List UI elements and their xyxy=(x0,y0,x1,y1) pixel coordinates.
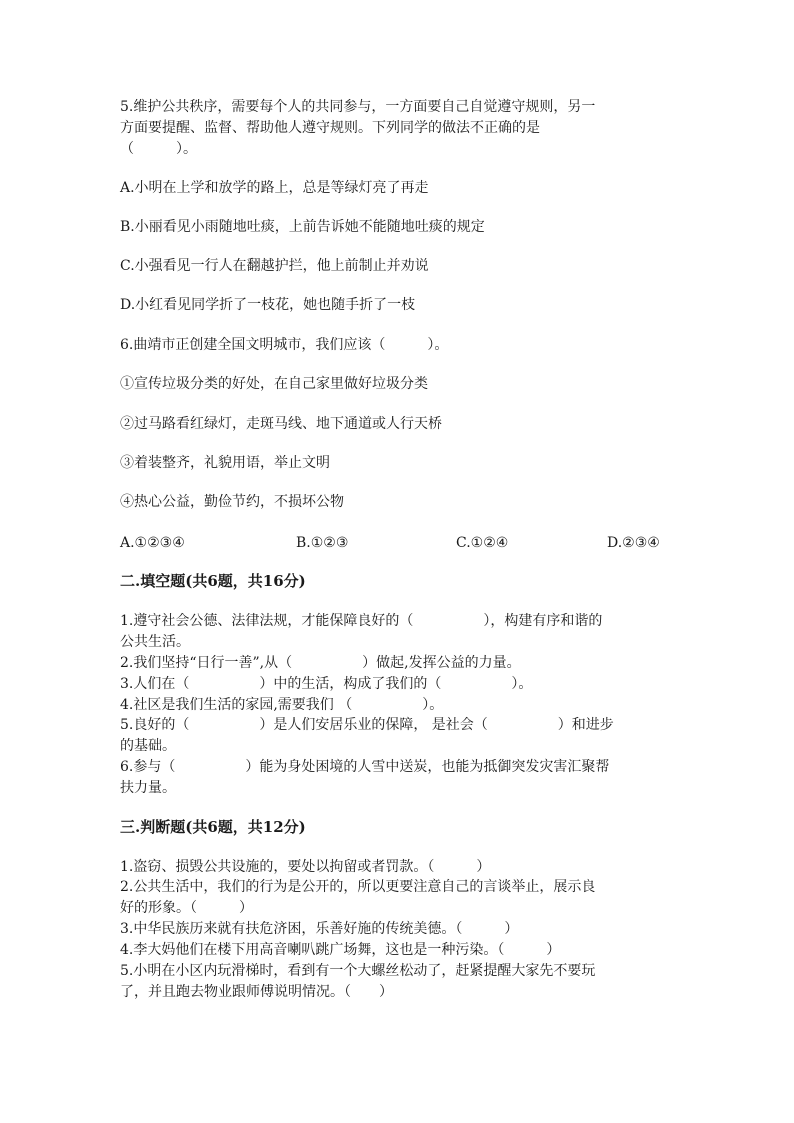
judge-line: 好的形象。（ ） xyxy=(120,900,253,916)
q5-option-d: D.小红看见同学折了一枝花，她也随手折了一枝 xyxy=(120,297,416,313)
q5-stem-line-3: （ ）。 xyxy=(120,141,197,157)
fill-line: 5.良好的（ ）是人们安居乐业的保障， 是社会（ ）和进步 xyxy=(120,717,614,733)
fill-line: 6.参与（ ）能为身处困境的人雪中送炭，也能为抵御突发灾害汇聚帮 xyxy=(120,759,610,775)
q5-option-c: C.小强看见一行人在翻越护拦，他上前制止并劝说 xyxy=(120,258,429,274)
q6-choice-b: B.①②③ xyxy=(296,535,349,551)
q5-stem-line-2: 方面要提醒、监督、帮助他人遵守规则。下列同学的做法不正确的是 xyxy=(120,120,540,136)
q6-item-3: ③着装整齐，礼貌用语，举止文明 xyxy=(120,455,330,471)
fill-line: 1.遵守社会公德、法律法规，才能保障良好的（ ），构建有序和谐的 xyxy=(120,613,603,629)
q6-item-4: ④热心公益，勤俭节约，不损坏公物 xyxy=(120,494,344,510)
judge-line: 3.中华民族历来就有扶危济困，乐善好施的传统美德。（ ） xyxy=(120,921,519,937)
q6-choice-a: A.①②③④ xyxy=(120,535,185,551)
judge-line: 了，并且跑去物业跟师傅说明情况。（ ） xyxy=(120,984,393,1000)
q6-item-2: ②过马路看红绿灯，走斑马线、地下通道或人行天桥 xyxy=(120,416,442,432)
q6-stem: 6.曲靖市正创建全国文明城市，我们应该（ ）。 xyxy=(120,337,449,353)
q5-option-b: B.小丽看见小雨随地吐痰，上前告诉她不能随地吐痰的规定 xyxy=(120,219,485,235)
fill-line: 的基础。 xyxy=(120,738,176,754)
fill-line: 3.人们在（ ）中的生活，构成了我们的（ ）。 xyxy=(120,676,533,692)
judge-line: 5.小明在小区内玩滑梯时，看到有一个大螺丝松动了，赶紧提醒大家先不要玩 xyxy=(120,963,596,979)
q6-item-1: ①宣传垃圾分类的好处，在自己家里做好垃圾分类 xyxy=(120,376,428,392)
fill-line: 2.我们坚持“日行一善”,从（ ）做起,发挥公益的力量。 xyxy=(120,655,521,671)
fill-line: 4.社区是我们生活的家园,需要我们 （ ）。 xyxy=(120,697,444,713)
fill-line: 公共生活。 xyxy=(120,634,190,650)
q6-choice-c: C.①②④ xyxy=(456,535,509,551)
section-2-title: 二.填空题(共6题，共16分) xyxy=(120,572,306,590)
section-3-title: 三.判断题(共6题，共12分) xyxy=(120,818,306,836)
fill-line: 扶力量。 xyxy=(120,780,176,796)
q5-stem-line-1: 5.维护公共秩序，需要每个人的共同参与，一方面要自己自觉遵守规则，另一 xyxy=(120,99,596,115)
judge-line: 2.公共生活中，我们的行为是公开的，所以更要注意自己的言谈举止，展示良 xyxy=(120,879,596,895)
q6-choice-d: D.②③④ xyxy=(607,535,660,551)
judge-line: 1.盗窃、损毁公共设施的，要处以拘留或者罚款。（ ） xyxy=(120,859,491,875)
judge-line: 4.李大妈他们在楼下用高音喇叭跳广场舞，这也是一种污染。（ ） xyxy=(120,942,561,958)
q5-option-a: A.小明在上学和放学的路上，总是等绿灯亮了再走 xyxy=(120,180,429,196)
